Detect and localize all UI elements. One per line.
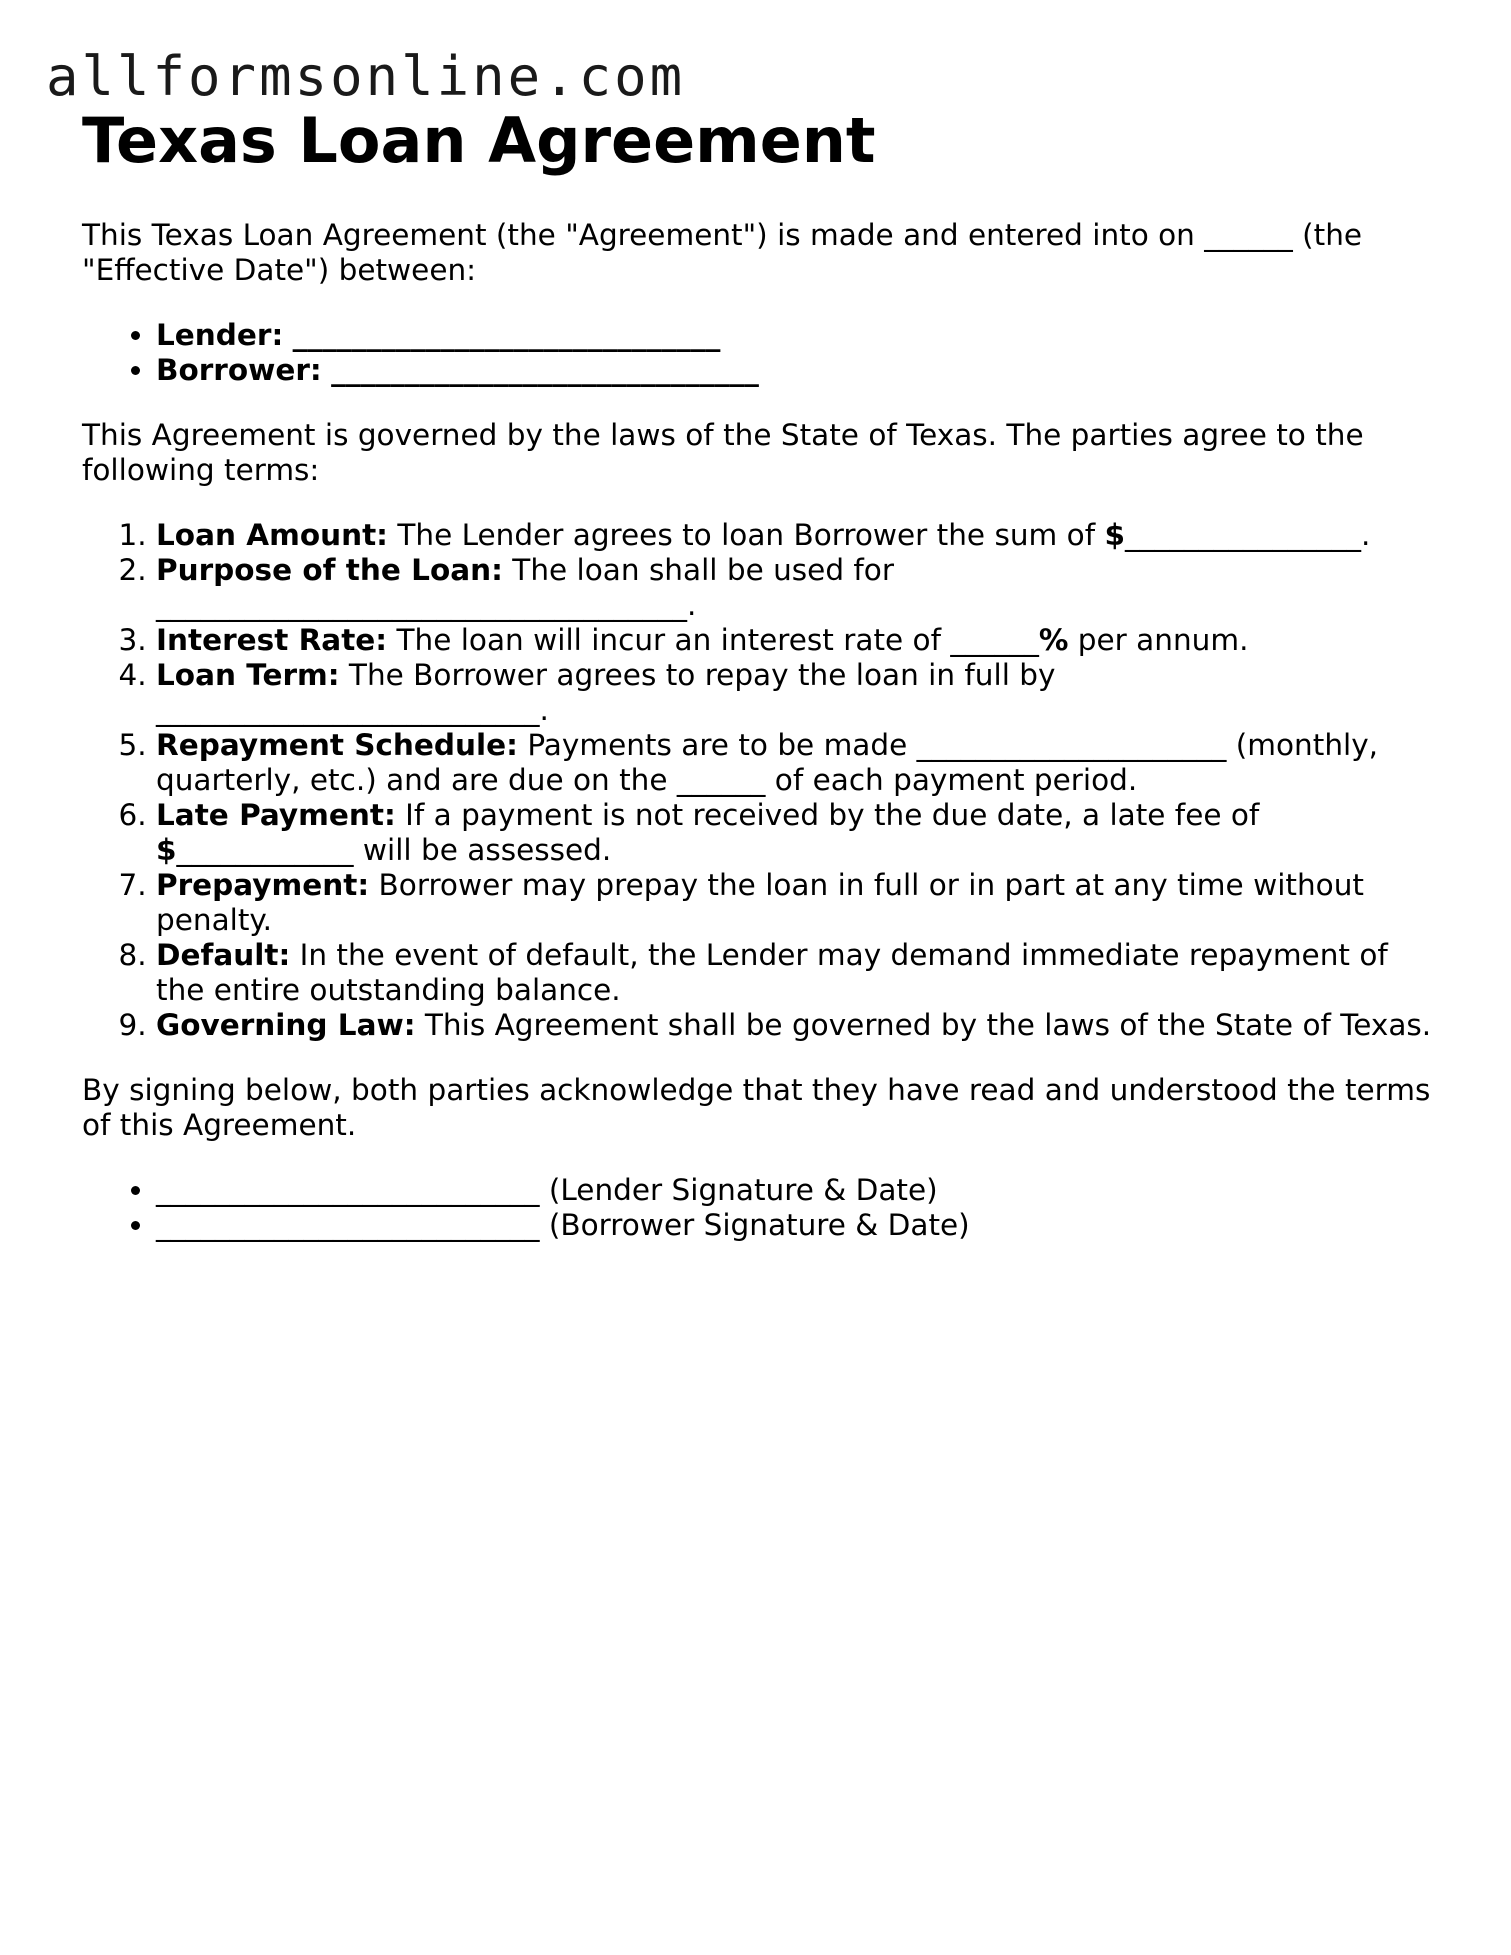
borrower-name-blank[interactable]: _____________________________ [331, 353, 759, 387]
term-text: will be assessed. [353, 833, 612, 867]
term-label: Prepayment: [156, 868, 370, 902]
term-label: Default: [156, 938, 291, 972]
lender-signature-blank[interactable]: __________________________ [156, 1173, 540, 1207]
term-label: Late Payment: [156, 798, 396, 832]
late-fee-blank[interactable]: ____________ [176, 833, 354, 867]
borrower-signature-blank[interactable]: __________________________ [156, 1208, 540, 1242]
currency-symbol: $ [156, 833, 177, 867]
term-text: In the event of default, the Lender may demand immediate repayment of the entire outstanding balance. [156, 938, 1388, 1007]
term-text: The loan shall be used for ____________________________________. [156, 553, 894, 622]
term-label: Repayment Schedule: [156, 728, 518, 762]
signature-lender [156, 1173, 1442, 1208]
term-prepayment [156, 868, 1442, 938]
watermark-logo: allformsonline.com [46, 45, 686, 108]
term-label: Interest Rate: [156, 623, 388, 657]
loan-amount-blank[interactable]: ________________ [1125, 518, 1361, 552]
term-text: If a payment is not received by the due date, a late fee of [395, 798, 1260, 832]
term-governing-law [156, 1008, 1442, 1043]
party-lender [156, 318, 1442, 353]
term-text: per annum. [1068, 623, 1249, 657]
term-interest-rate [156, 623, 1442, 658]
party-label: Lender: [156, 318, 284, 352]
term-text: Borrower may prepay the loan in full or in part at any time without penalty. [156, 868, 1364, 937]
term-text: Payments are to be made _____________________ (monthly, quarterly, etc.) and are due on the ______ of each payment period. [156, 728, 1379, 797]
term-text: The loan will incur an interest rate of ______ [387, 623, 1039, 657]
term-default [156, 938, 1442, 1008]
term-label: Purpose of the Loan: [156, 553, 503, 587]
signature-caption: (Lender Signature & Date) [539, 1173, 938, 1207]
intro-paragraph: This Texas Loan Agreement (the "Agreement") is made and entered into on ______ (the "Effective Date") between: [82, 218, 1363, 287]
parties-list [82, 318, 1442, 388]
term-label: Governing Law: [156, 1008, 416, 1042]
closing-paragraph: By signing below, both parties acknowledge that they have read and understood the terms of this Agreement. [82, 1073, 1431, 1142]
term-repayment-schedule [156, 728, 1442, 798]
term-text: . [1361, 518, 1371, 552]
party-label: Borrower: [156, 353, 322, 387]
lender-name-blank[interactable]: _____________________________ [292, 318, 721, 352]
signature-list [82, 1173, 1442, 1243]
document-title: Texas Loan Agreement [82, 104, 876, 177]
term-label: Loan Term: [156, 658, 340, 692]
signature-caption: (Borrower Signature & Date) [539, 1208, 970, 1242]
terms-list [82, 518, 1442, 1043]
term-text: This Agreement shall be governed by the laws of the State of Texas. [415, 1008, 1432, 1042]
term-text: The Borrower agrees to repay the loan in full by __________________________. [156, 658, 1056, 727]
term-purpose [156, 553, 1442, 623]
percent-symbol: % [1038, 623, 1069, 657]
document-body [82, 102, 1442, 1273]
term-text: The Lender agrees to loan Borrower the sum of [387, 518, 1105, 552]
term-loan-term [156, 658, 1442, 728]
party-borrower [156, 353, 1442, 388]
governing-paragraph: This Agreement is governed by the laws of the State of Texas. The parties agree to the following terms: [82, 418, 1364, 487]
term-label: Loan Amount: [156, 518, 388, 552]
term-loan-amount [156, 518, 1442, 553]
currency-symbol: $ [1104, 518, 1125, 552]
signature-borrower [156, 1208, 1442, 1243]
term-late-payment [156, 798, 1442, 868]
